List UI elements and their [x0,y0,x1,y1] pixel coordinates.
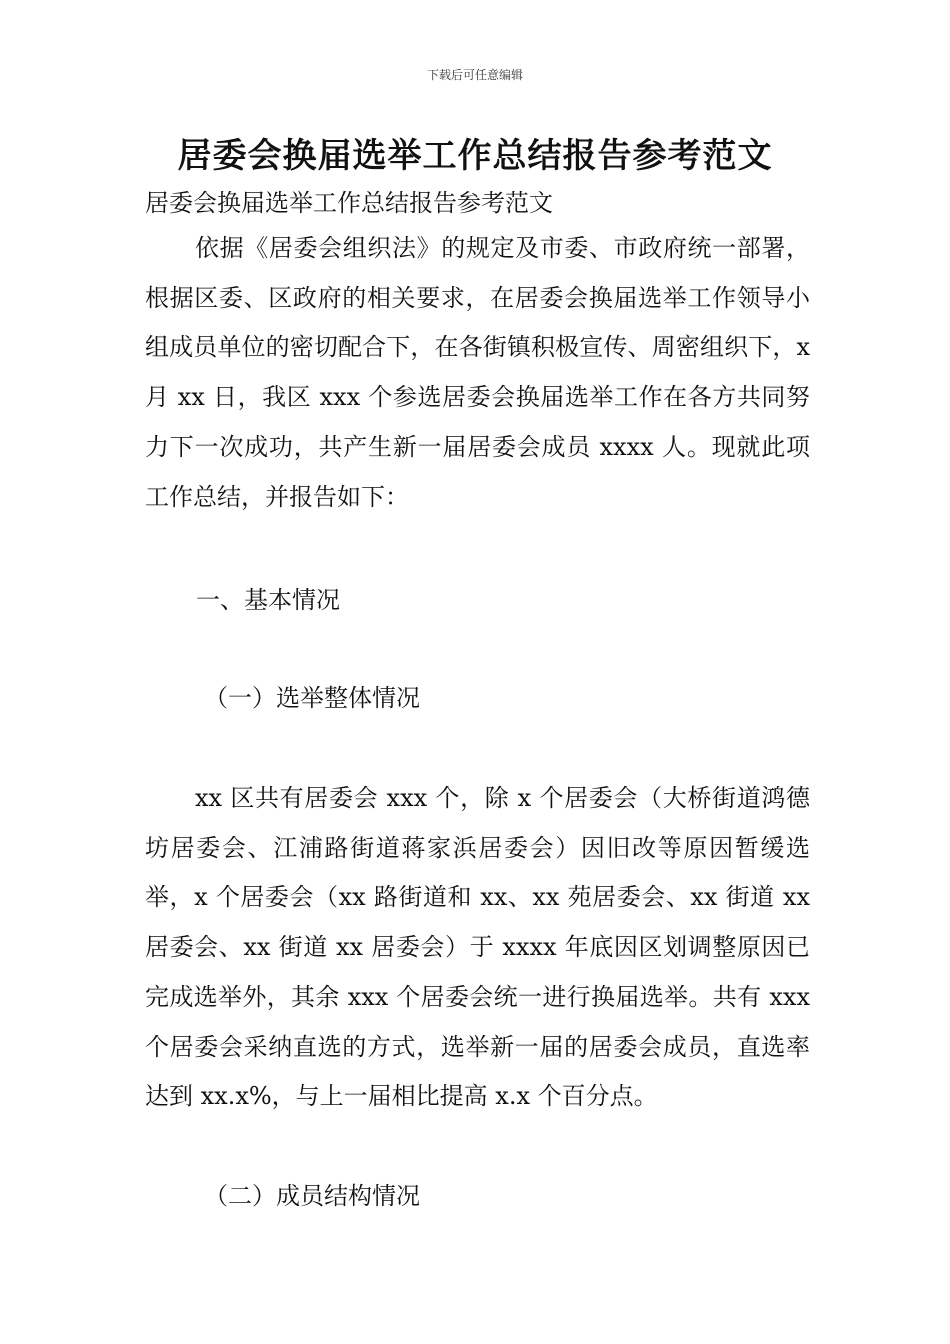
section-heading-basic-situation: 一、基本情况 [196,586,340,614]
document-title: 居委会换届选举工作总结报告参考范文 [177,136,773,176]
page-header-note: 下载后可任意编辑 [426,68,523,82]
document-subtitle: 居委会换届选举工作总结报告参考范文 [145,189,553,217]
intro-paragraph: 依据《居委会组织法》的规定及市委、市政府统一部署，根据区委、区政府的相关要求，在居委会换届选举工作领导小组成员单位的密切配合下，在各街镇积极宣传、周密组织下，x 月 xx 日，我区 xxx 个参选居委会换届选举工作在各方共同努力下一次成功，共产生新一届居委会成员 xxxx 人。现就此项工作总结，并报告如下： [145,234,810,511]
subsection-heading-election-overview: （一）选举整体情况 [204,684,420,712]
subsection-heading-member-structure: （二）成员结构情况 [204,1182,420,1210]
election-overview-paragraph: xx 区共有居委会 xxx 个，除 x 个居委会（大桥街道鸿德坊居委会、江浦路街道蒋家浜居委会）因旧改等原因暂缓选举，x 个居委会（xx 路街道和 xx、xx 苑居委会、xx 街道 xx 居委会、xx 街道 xx 居委会）于 xxxx 年底因区划调整原因已完成选举外，其余 xxx 个居委会统一进行换届选举。共有 xxx 个居委会采纳直选的方式，选举新一届的居委会成员，直选率达到 xx.x%，与上一届相比提高 x.x 个百分点。 [145,784,810,1111]
